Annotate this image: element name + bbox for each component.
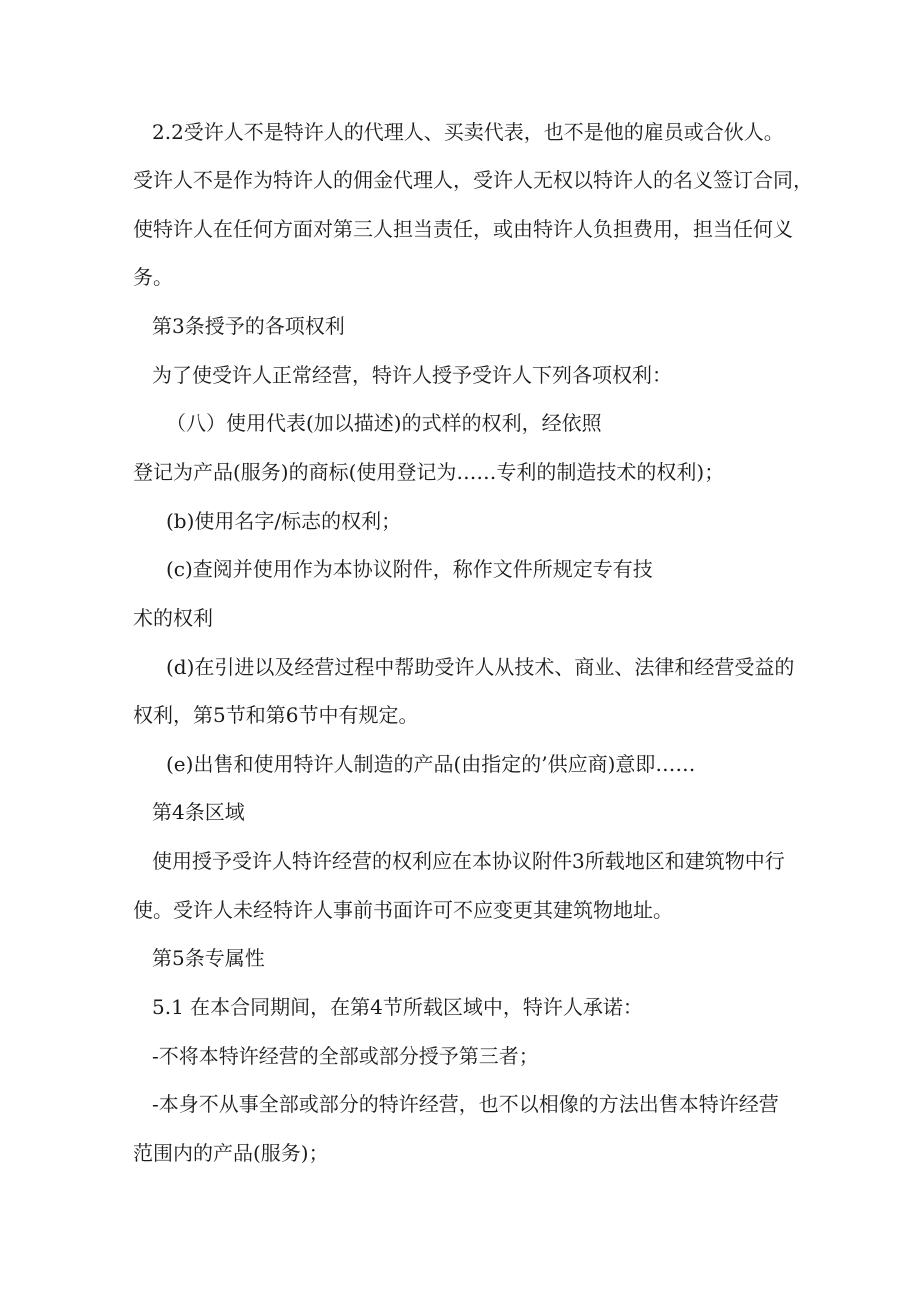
article-5-heading: 第5条专属性 bbox=[152, 946, 265, 970]
item-d-line-1: (d)在引进以及经营过程中帮助受许人从技术、商业、法律和经营受益的 bbox=[166, 655, 795, 679]
clause-5-1-item-2-line-2: 范围内的产品(服务)； bbox=[133, 1141, 329, 1165]
paragraph-2-2-line-1: 2.2受许人不是特许人的代理人、买卖代表，也不是他的雇员或合伙人。 bbox=[152, 120, 784, 144]
clause-5-1: 5.1 在本合同期间，在第4节所载区域中，特许人承诺： bbox=[152, 995, 643, 1019]
paragraph-2-2-line-2: 受许人不是作为特许人的佣金代理人，受许人无权以特许人的名义签订合同， bbox=[133, 168, 813, 192]
clause-5-1-item-1: -不将本特许经营的全部或部分授予第三者； bbox=[152, 1044, 539, 1068]
item-c-line-1: (c)查阅并使用作为本协议附件，称作文件所规定专有技 bbox=[166, 557, 653, 581]
item-a-line-2: 登记为产品(服务)的商标(使用登记为……专利的制造技术的权利)； bbox=[133, 460, 725, 484]
article-4-line-2: 使。受许人未经特许人事前书面许可不应变更其建筑物地址。 bbox=[133, 898, 673, 922]
article-4-heading: 第4条区域 bbox=[152, 800, 245, 824]
article-3-heading: 第3条授予的各项权利 bbox=[152, 314, 345, 338]
item-a-line-1: （八）使用代表(加以描述)的式样的权利，经依照 bbox=[166, 411, 602, 435]
paragraph-2-2-line-3: 使特许人在任何方面对第三人担当责任，或由特许人负担费用，担当任何义 bbox=[133, 217, 793, 241]
clause-5-1-item-2-line-1: -本身不从事全部或部分的特许经营，也不以相像的方法出售本特许经营 bbox=[152, 1092, 779, 1116]
item-d-line-2: 权利，第5节和第6节中有规定。 bbox=[133, 703, 419, 727]
item-c-line-2: 术的权利 bbox=[133, 606, 213, 630]
item-e: (e)出售和使用特许人制造的产品(由指定的’供应商)意即…… bbox=[166, 752, 696, 776]
paragraph-2-2-line-4: 务。 bbox=[133, 265, 173, 289]
article-4-line-1: 使用授予受许人特许经营的权利应在本协议附件3所载地区和建筑物中行 bbox=[152, 849, 785, 873]
article-3-intro: 为了使受许人正常经营，特许人授予受许人下列各项权利： bbox=[152, 363, 672, 387]
item-b: (b)使用名字/标志的权利； bbox=[166, 509, 402, 533]
